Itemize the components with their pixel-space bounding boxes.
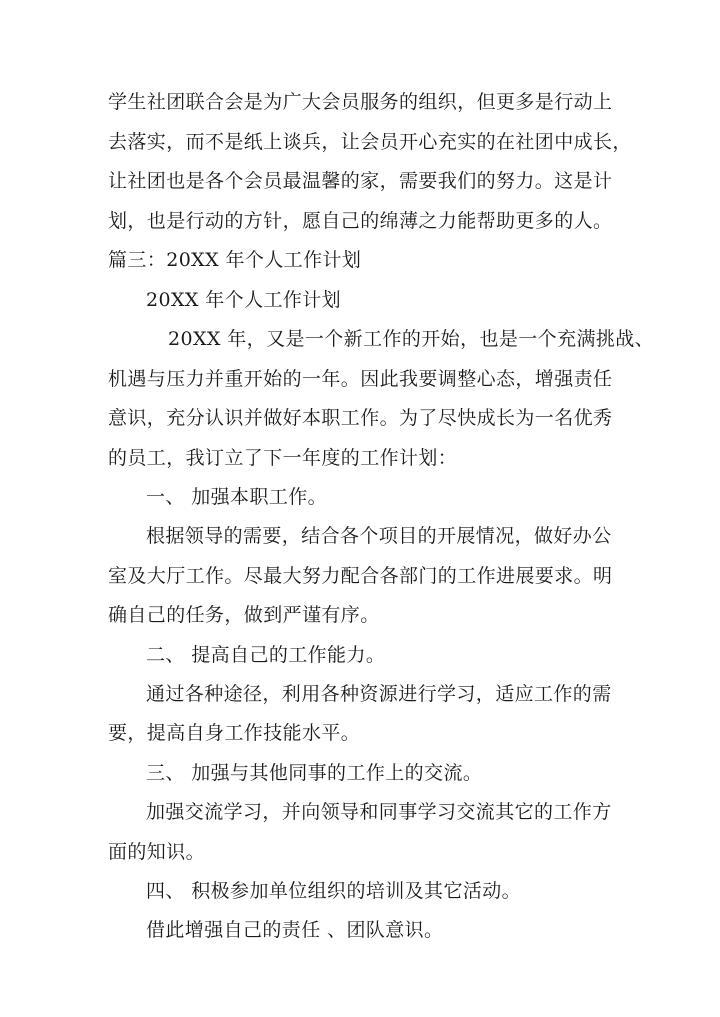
list-item-heading: 一、 加强本职工作。 — [146, 486, 328, 508]
paragraph-line: 去落实，而不是纸上谈兵，让会员开心充实的在社团中成长， — [108, 131, 632, 153]
paragraph-line: 确自己的任务，做到严谨有序。 — [108, 604, 380, 626]
paragraph-line: 室及大厅工作。尽最大努力配合各部门的工作进展要求。明 — [108, 565, 613, 587]
document-title: 20XX 年个人工作计划 — [146, 289, 342, 311]
paragraph-line: 面的知识。 — [108, 841, 206, 863]
paragraph-line: 学生社团联合会是为广大会员服务的组织，但更多是行动上 — [108, 91, 613, 113]
paragraph-line: 通过各种途径，利用各种资源进行学习，适应工作的需 — [146, 683, 612, 705]
paragraph-line: 加强交流学习，并向领导和同事学习交流其它的工作方 — [146, 801, 612, 823]
paragraph-line: 让社团也是各个会员最温馨的家，需要我们的努力。这是计 — [108, 170, 613, 192]
paragraph-line: 意识，充分认识并做好本职工作。为了尽快成长为一名优秀 — [108, 407, 613, 429]
paragraph-line: 机遇与压力并重开始的一年。因此我要调整心态，增强责任 — [108, 368, 613, 390]
paragraph-line: 20XX 年，又是一个新工作的开始，也是一个充满挑战、 — [168, 328, 655, 350]
list-item-heading: 二、 提高自己的工作能力。 — [146, 644, 386, 666]
list-item-heading: 三、 加强与其他同事的工作上的交流。 — [146, 762, 483, 784]
section-heading: 篇三：20XX 年个人工作计划 — [108, 249, 362, 271]
list-item-heading: 四、 积极参加单位组织的培训及其它活动。 — [146, 880, 522, 902]
paragraph-line: 根据领导的需要，结合各个项目的开展情况，做好办公 — [146, 525, 612, 547]
paragraph-line: 划，也是行动的方针，愿自己的绵薄之力能帮助更多的人。 — [108, 210, 613, 232]
paragraph-line: 的员工，我订立了下一年度的工作计划： — [108, 447, 458, 469]
paragraph-line: 要，提高自身工作技能水平。 — [108, 722, 361, 744]
paragraph-line: 借此增强自己的责任 、团队意识。 — [146, 919, 444, 941]
